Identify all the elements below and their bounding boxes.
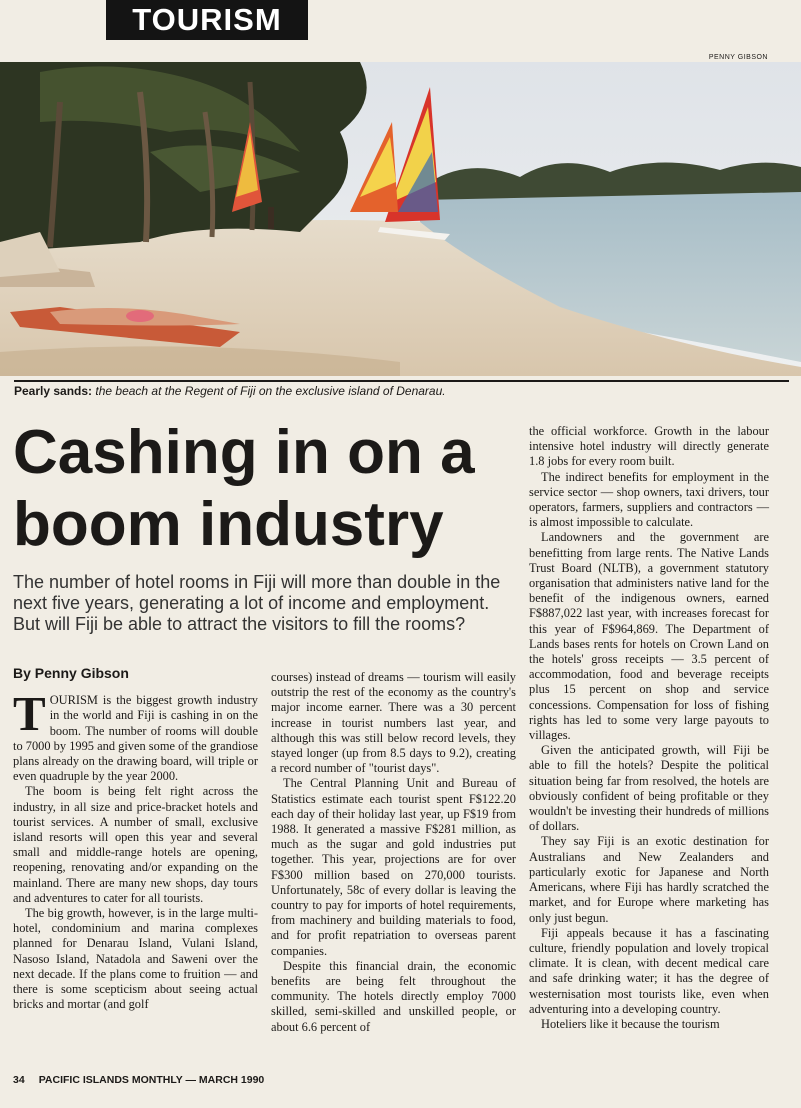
section-tag: TOURISM [106, 0, 308, 40]
paragraph: They say Fiji is an exotic destination for Australians and New Zealanders and particularly exotic for Japanese and North Americans, where Fiji has hardly scratched the market, and for Europe where marketing has only just begun. [529, 834, 769, 925]
paragraph: Hoteliers like it because the tourism [541, 1016, 720, 1031]
paragraph: The boom is being felt right across the industry, in all size and price-bracket hotels and tourist services. A number of small, exclusive island resorts will open this year and several small and middle-range hotels are opening, reopening, renovating and/or expanding on the mainland. There are many new shops, day tours and adventures to cater for all tourists. [13, 784, 258, 905]
publication-line: PACIFIC ISLANDS MONTHLY — MARCH 1990 [38, 1074, 265, 1086]
paragraph-text: OURISM is the biggest growth industry in the world and Fiji is cashing in on the boom. The number of rooms will double to 7000 by 1995 and given some of the grandiose plans already on the drawing board, will triple or even quadruple by the year 2000. [13, 693, 258, 784]
article-column-2 [271, 670, 516, 1035]
paragraph [13, 686, 258, 784]
caption-lead: Pearly sands: [14, 384, 93, 398]
article-column-3 [529, 424, 769, 1032]
paragraph: Fiji appeals because it has a fascinating culture, friendly population and lovely tropical climate. It is clean, with decent medical care and safe drinking water; it has the degree of westernisation most tourists like, even when adventuring into a developing country. [529, 925, 769, 1016]
paragraph: Despite this financial drain, the economic benefits are being felt throughout the community. The hotels directly employ 7000 skilled, semi-skilled and unskilled people, or about 6.6 percent of [271, 958, 516, 1034]
paragraph: the official workforce. Growth in the labour intensive hotel industry will directly generate 1.8 jobs for every room built. [529, 424, 769, 469]
paragraph: Given the anticipated growth, will Fiji be able to fill the hotels? Despite the political situation being far from resolved, the hotels are obviously confident of being profitable or they wouldn't be investing their hundreds of millions of dollars. [529, 743, 769, 834]
drop-cap: T [13, 686, 46, 742]
caption-text: the beach at the Regent of Fiji on the exclusive island of Denarau. [95, 384, 446, 398]
beach-photo [0, 62, 801, 376]
paragraph: courses) instead of dreams — tourism will easily outstrip the rest of the economy as the country's major income earner. There was a 30 percent increase in tourist numbers last year, and although this was still below record levels, they stayed longer (up from 8.5 days to 9.2), creating a record number of "tourist days". [271, 670, 516, 776]
page-number: 34 [13, 1074, 25, 1086]
photo-credit: PENNY GIBSON [708, 54, 768, 61]
article-column-1 [13, 666, 258, 1012]
deck: The number of hotel rooms in Fiji will more than double in the next five years, generating a lot of income and employment. But will Fiji be able to attract the visitors to fill the rooms? [13, 572, 501, 634]
paragraph: Landowners and the government are benefitting from large rents. The Native Lands Trust Board (NLTB), a government statutory organisation that administers native land for the benefit of the indigenous owners, earned F$887,022 last year, with increases forecast for this year of F$964,869. The Department of Lands bases rents for hotels on Crown Land on the hotels' gross receipts — 3.5 percent of accommodation, food and beverage receipts plus 15 percent on shop and service concessions. Compensation for loss of fishing rights has led to some very large payouts to villages. [529, 530, 769, 743]
photo-caption [14, 380, 789, 402]
paragraph: The big growth, however, is in the large multi-hotel, condominium and marina complexes planned for Denarau Island, Vulani Island, Nasoso Island, Natadola and Saweni over the next decade. If the plans come to fruition — and there is some scepticism about seeing actual bricks and mortar (and golf [13, 906, 258, 1012]
headline: Cashing in on a boom industry [13, 418, 475, 559]
paragraph: The Central Planning Unit and Bureau of Statistics estimate each tourist spent F$122.20 each day of their holiday last year, up F$19 from 1988. It generated a massive F$281 million, as much as the sugar and gold industries put together. This year, projections are for over F$300 million based on 270,000 tourists. Unfortunately, 58c of every dollar is leaving the country to pay for imports of hotel requirements, from machinery and building materials to food, and for profit repatriation to overseas parent companies. [271, 776, 516, 958]
byline: By Penny Gibson [13, 665, 129, 681]
paragraph: The indirect benefits for employment in the service sector — shop owners, taxi drivers, tour operators, farmers, suppliers and contractors — is almost impossible to calculate. [529, 469, 769, 530]
page-footer [13, 1074, 278, 1086]
